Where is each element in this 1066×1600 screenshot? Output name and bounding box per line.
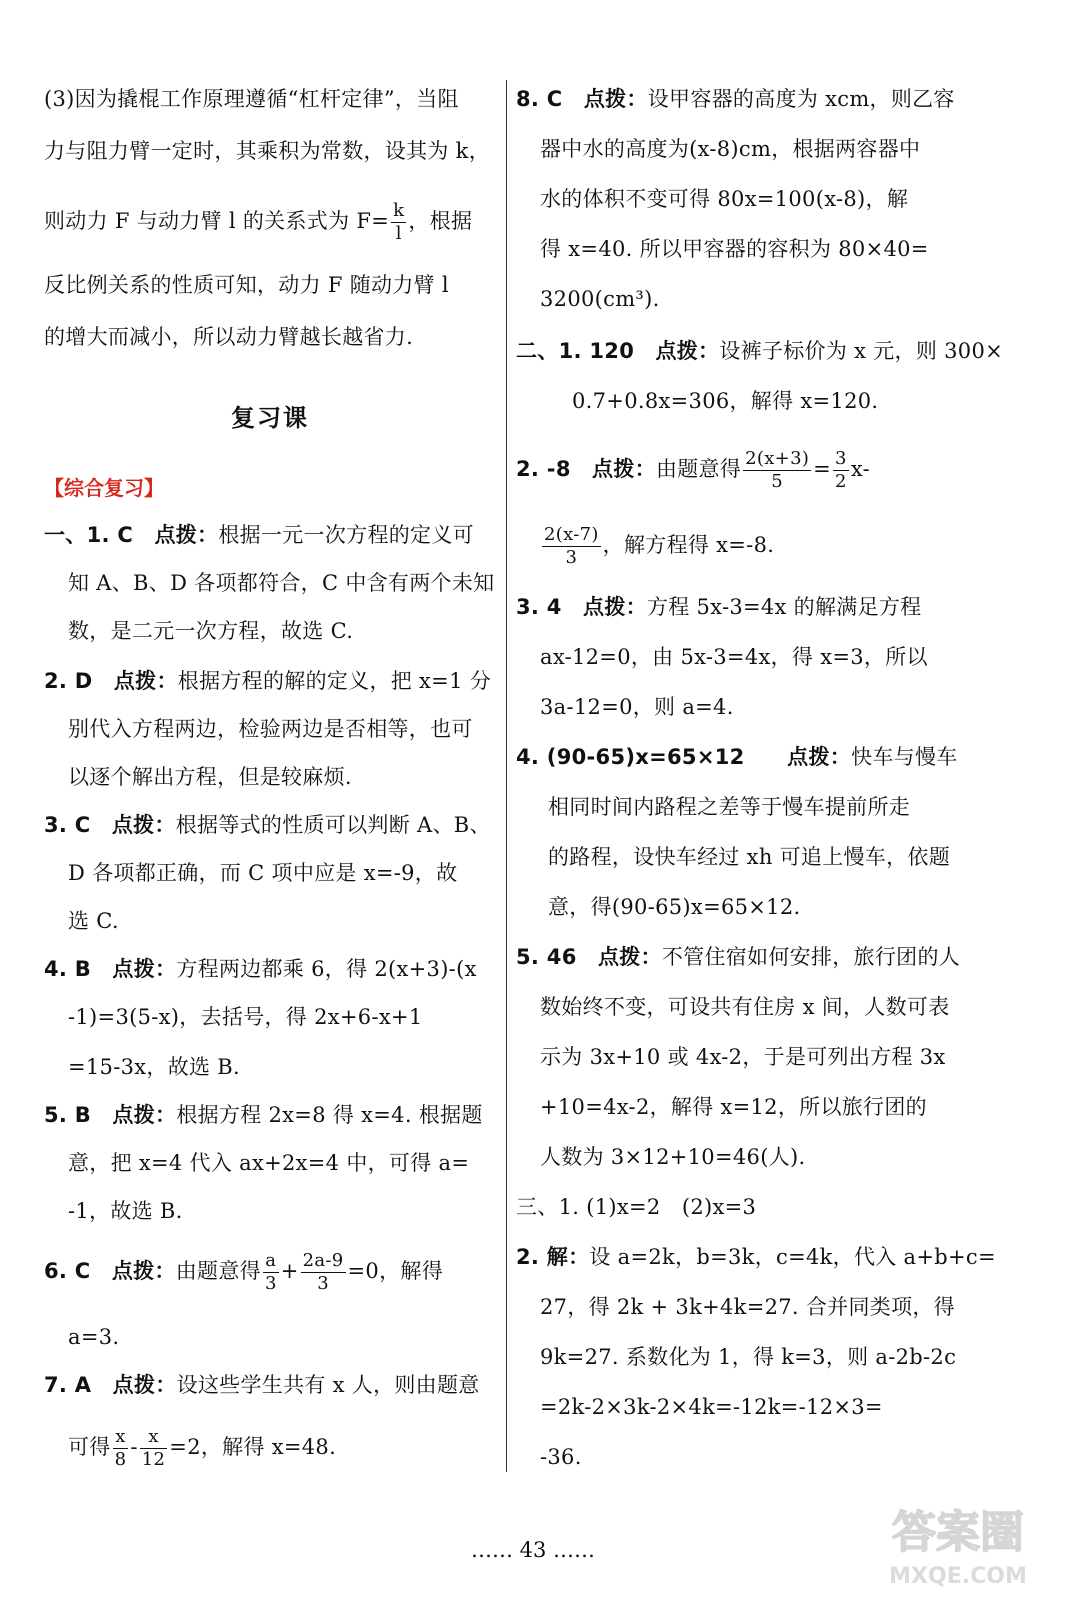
numerator: x bbox=[140, 1428, 168, 1449]
numerator: 2(x-7) bbox=[544, 524, 599, 545]
text: ，解方程得 x=-8. bbox=[602, 533, 775, 557]
fraction bbox=[263, 1252, 279, 1293]
text-line: 数，是二元一次方程，故选 C. bbox=[68, 619, 354, 643]
operator: + bbox=[280, 1259, 299, 1283]
watermark-bottom: MXQE.COM bbox=[889, 1564, 1027, 1589]
text-line: 器中水的高度为(x-8)cm，根据两容器中 bbox=[540, 137, 921, 161]
answer-line bbox=[44, 954, 477, 984]
hint-label: 点拨： bbox=[112, 1103, 177, 1127]
hint-label: 点拨： bbox=[597, 945, 662, 969]
text-line: 的路程，设快车经过 xh 可追上慢车，依题 bbox=[548, 845, 951, 869]
text-line: +10=4x-2，解得 x=12，所以旅行团的 bbox=[540, 1095, 927, 1119]
answer-line bbox=[44, 1252, 443, 1293]
answer-line bbox=[44, 810, 491, 840]
answer-line bbox=[516, 336, 1003, 366]
text-line: 9k=27. 系数化为 1，得 k=3，则 a-2b-2c bbox=[540, 1345, 957, 1369]
text: 不管住宿如何安排，旅行团的人 bbox=[661, 945, 961, 969]
item-number: 4. (90-65)x=65×12 bbox=[516, 745, 745, 769]
text: 设 a=2k，b=3k，c=4k，代入 a+b+c= bbox=[589, 1245, 996, 1269]
text-line: 3a-12=0，则 a=4. bbox=[540, 695, 734, 719]
answer-line bbox=[516, 84, 955, 114]
item-number: 5. B bbox=[44, 1103, 92, 1127]
denominator: 3 bbox=[264, 1273, 277, 1294]
text: =0，解得 bbox=[347, 1259, 443, 1283]
text: 由题意得 bbox=[655, 457, 742, 481]
fraction bbox=[113, 1428, 129, 1469]
text-line: 示为 3x+10 或 4x-2，于是可列出方程 3x bbox=[540, 1045, 946, 1069]
item-number: 一、1. C bbox=[44, 523, 134, 547]
item-number: 二、1. 120 bbox=[516, 339, 635, 363]
text-line: 0.7+0.8x=306，解得 x=120. bbox=[572, 389, 879, 413]
text: 根据等式的性质可以判断 A、B、 bbox=[175, 813, 491, 837]
text-line: 意，把 x=4 代入 ax+2x=4 中，可得 a= bbox=[68, 1151, 470, 1175]
text-line: 选 C. bbox=[68, 909, 119, 933]
text: =2，解得 x=48. bbox=[169, 1435, 337, 1459]
text-line: -1)=3(5-x)，去括号，得 2x+6-x+1 bbox=[68, 1005, 423, 1029]
text-line: 数始终不变，可设共有住房 x 间，人数可表 bbox=[540, 995, 950, 1019]
text-line: a=3. bbox=[68, 1325, 120, 1349]
item-number: 6. C bbox=[44, 1259, 91, 1283]
answer-line bbox=[516, 592, 921, 622]
text-line: 的增大而减小，所以动力臂越长越省力. bbox=[44, 325, 414, 349]
text: 根据方程的解的定义，把 x=1 分 bbox=[177, 669, 492, 693]
text: x- bbox=[850, 457, 870, 481]
operator: = bbox=[813, 457, 832, 481]
text-line: =2k-2×3k-2×4k=-12k=-12×3= bbox=[540, 1395, 883, 1419]
denominator: 8 bbox=[114, 1449, 127, 1470]
text: 快车与慢车 bbox=[851, 745, 958, 769]
item-number: 2. -8 bbox=[516, 457, 571, 481]
hint-label: 点拨： bbox=[111, 813, 176, 837]
item-number: 8. C bbox=[516, 87, 563, 111]
text-line: ax-12=0，由 5x-3=4x，得 x=3，所以 bbox=[540, 645, 928, 669]
answer-line bbox=[44, 520, 474, 550]
denominator: 3 bbox=[565, 547, 578, 568]
text: 可得 bbox=[68, 1435, 111, 1459]
denominator: 3 bbox=[317, 1273, 329, 1294]
answer-line bbox=[516, 942, 960, 972]
text-line: 3200(cm³). bbox=[540, 287, 660, 311]
fraction bbox=[391, 202, 406, 243]
denominator: 2 bbox=[835, 471, 847, 492]
item-number: 3. 4 bbox=[516, 595, 562, 619]
text-line: 意，得(90-65)x=65×12. bbox=[548, 895, 801, 919]
hint-label: 点拨： bbox=[583, 87, 648, 111]
answer-line bbox=[516, 450, 870, 491]
answer-line bbox=[44, 1370, 480, 1400]
item-number: 5. 46 bbox=[516, 945, 577, 969]
hint-label: 点拨： bbox=[592, 457, 656, 481]
text-line: -36. bbox=[540, 1445, 582, 1469]
hint-label: 点拨： bbox=[112, 957, 177, 981]
item-number: 3. C bbox=[44, 813, 91, 837]
watermark-top: 答案圈 bbox=[892, 1507, 1024, 1558]
hint-label: 点拨： bbox=[583, 595, 647, 619]
hint-label: 点拨： bbox=[113, 669, 178, 693]
fraction bbox=[833, 450, 849, 491]
text-line: 得 x=40. 所以甲容器的容积为 80×40= bbox=[540, 237, 929, 261]
text-line bbox=[44, 202, 472, 243]
text: 设甲容器的高度为 xcm，则乙容 bbox=[647, 87, 955, 111]
text-line bbox=[540, 526, 774, 567]
text-line: 相同时间内路程之差等于慢车提前所走 bbox=[548, 795, 911, 819]
item-number: 2. 解： bbox=[516, 1245, 590, 1269]
text: 设裤子标价为 x 元，则 300× bbox=[719, 339, 1004, 363]
text-line: D 各项都正确，而 C 项中应是 x=-9，故 bbox=[68, 861, 458, 885]
text-line: 27，得 2k + 3k+4k=27. 合并同类项，得 bbox=[540, 1295, 955, 1319]
text-line: 反比例关系的性质可知，动力 F 随动力臂 l bbox=[44, 273, 449, 297]
text-line: 以逐个解出方程，但是较麻烦. bbox=[68, 765, 352, 789]
text-line: (3)因为撬棍工作原理遵循“杠杆定律”，当阻 bbox=[44, 87, 459, 111]
hint-label: 点拨： bbox=[154, 523, 219, 547]
item-number: 7. A bbox=[44, 1373, 92, 1397]
page-number: …… 43 …… bbox=[470, 1538, 596, 1562]
denominator: 5 bbox=[771, 471, 784, 492]
text-line: 别代入方程两边，检验两边是否相等，也可 bbox=[68, 717, 473, 741]
fraction bbox=[542, 526, 601, 567]
hint-label: 点拨： bbox=[655, 339, 720, 363]
hint-label: 点拨： bbox=[111, 1259, 176, 1283]
item-number: 2. D bbox=[44, 669, 93, 693]
operator: - bbox=[130, 1435, 138, 1459]
text-line: 水的体积不变可得 80x=100(x-8)，解 bbox=[540, 187, 909, 211]
section-tag: 【综合复习】 bbox=[44, 476, 164, 500]
text-line bbox=[68, 1428, 336, 1469]
item-number: 4. B bbox=[44, 957, 92, 981]
denominator: l bbox=[395, 223, 402, 244]
text-line: =15-3x，故选 B. bbox=[68, 1055, 240, 1079]
text-line: 力与阻力臂一定时，其乘积为常数，设其为 k， bbox=[44, 139, 490, 163]
column-divider bbox=[506, 80, 507, 1472]
numerator: 2(x+3) bbox=[745, 448, 810, 469]
text: ，根据 bbox=[408, 209, 473, 233]
numerator: 2a-9 bbox=[302, 1250, 344, 1271]
fraction bbox=[301, 1252, 346, 1293]
answer-line bbox=[44, 666, 491, 696]
hint-label: 点拨： bbox=[112, 1373, 177, 1397]
denominator: 12 bbox=[141, 1449, 166, 1470]
answer-line bbox=[44, 1100, 483, 1130]
text: 方程 5x-3=4x 的解满足方程 bbox=[646, 595, 922, 619]
numerator: a bbox=[263, 1252, 279, 1273]
watermark-logo bbox=[868, 1495, 1048, 1595]
text-line: 知 A、B、D 各项都符合，C 中含有两个未知 bbox=[68, 571, 495, 595]
hint-label: 点拨： bbox=[787, 745, 852, 769]
text: 根据一元一次方程的定义可 bbox=[218, 523, 474, 547]
text: 设这些学生共有 x 人，则由题意 bbox=[176, 1373, 480, 1397]
text-line: 人数为 3×12+10=46(人). bbox=[540, 1145, 806, 1169]
text: 由题意得 bbox=[175, 1259, 261, 1283]
text: 则动力 F 与动力臂 l 的关系式为 F= bbox=[44, 209, 390, 233]
numerator: x bbox=[113, 1428, 129, 1449]
text-line: -1，故选 B. bbox=[68, 1199, 183, 1223]
text: 方程两边都乘 6，得 2(x+3)-(x bbox=[176, 957, 477, 981]
fraction bbox=[140, 1428, 168, 1469]
text: 根据方程 2x=8 得 x=4. 根据题 bbox=[176, 1103, 483, 1127]
answer-line: 三、1. (1)x=2 (2)x=3 bbox=[516, 1195, 757, 1219]
fraction bbox=[743, 450, 811, 491]
answer-line bbox=[516, 1242, 996, 1272]
section-heading: 复习课 bbox=[231, 404, 309, 432]
answer-line bbox=[516, 742, 958, 772]
numerator: 3 bbox=[835, 448, 847, 469]
numerator: k bbox=[393, 200, 405, 221]
